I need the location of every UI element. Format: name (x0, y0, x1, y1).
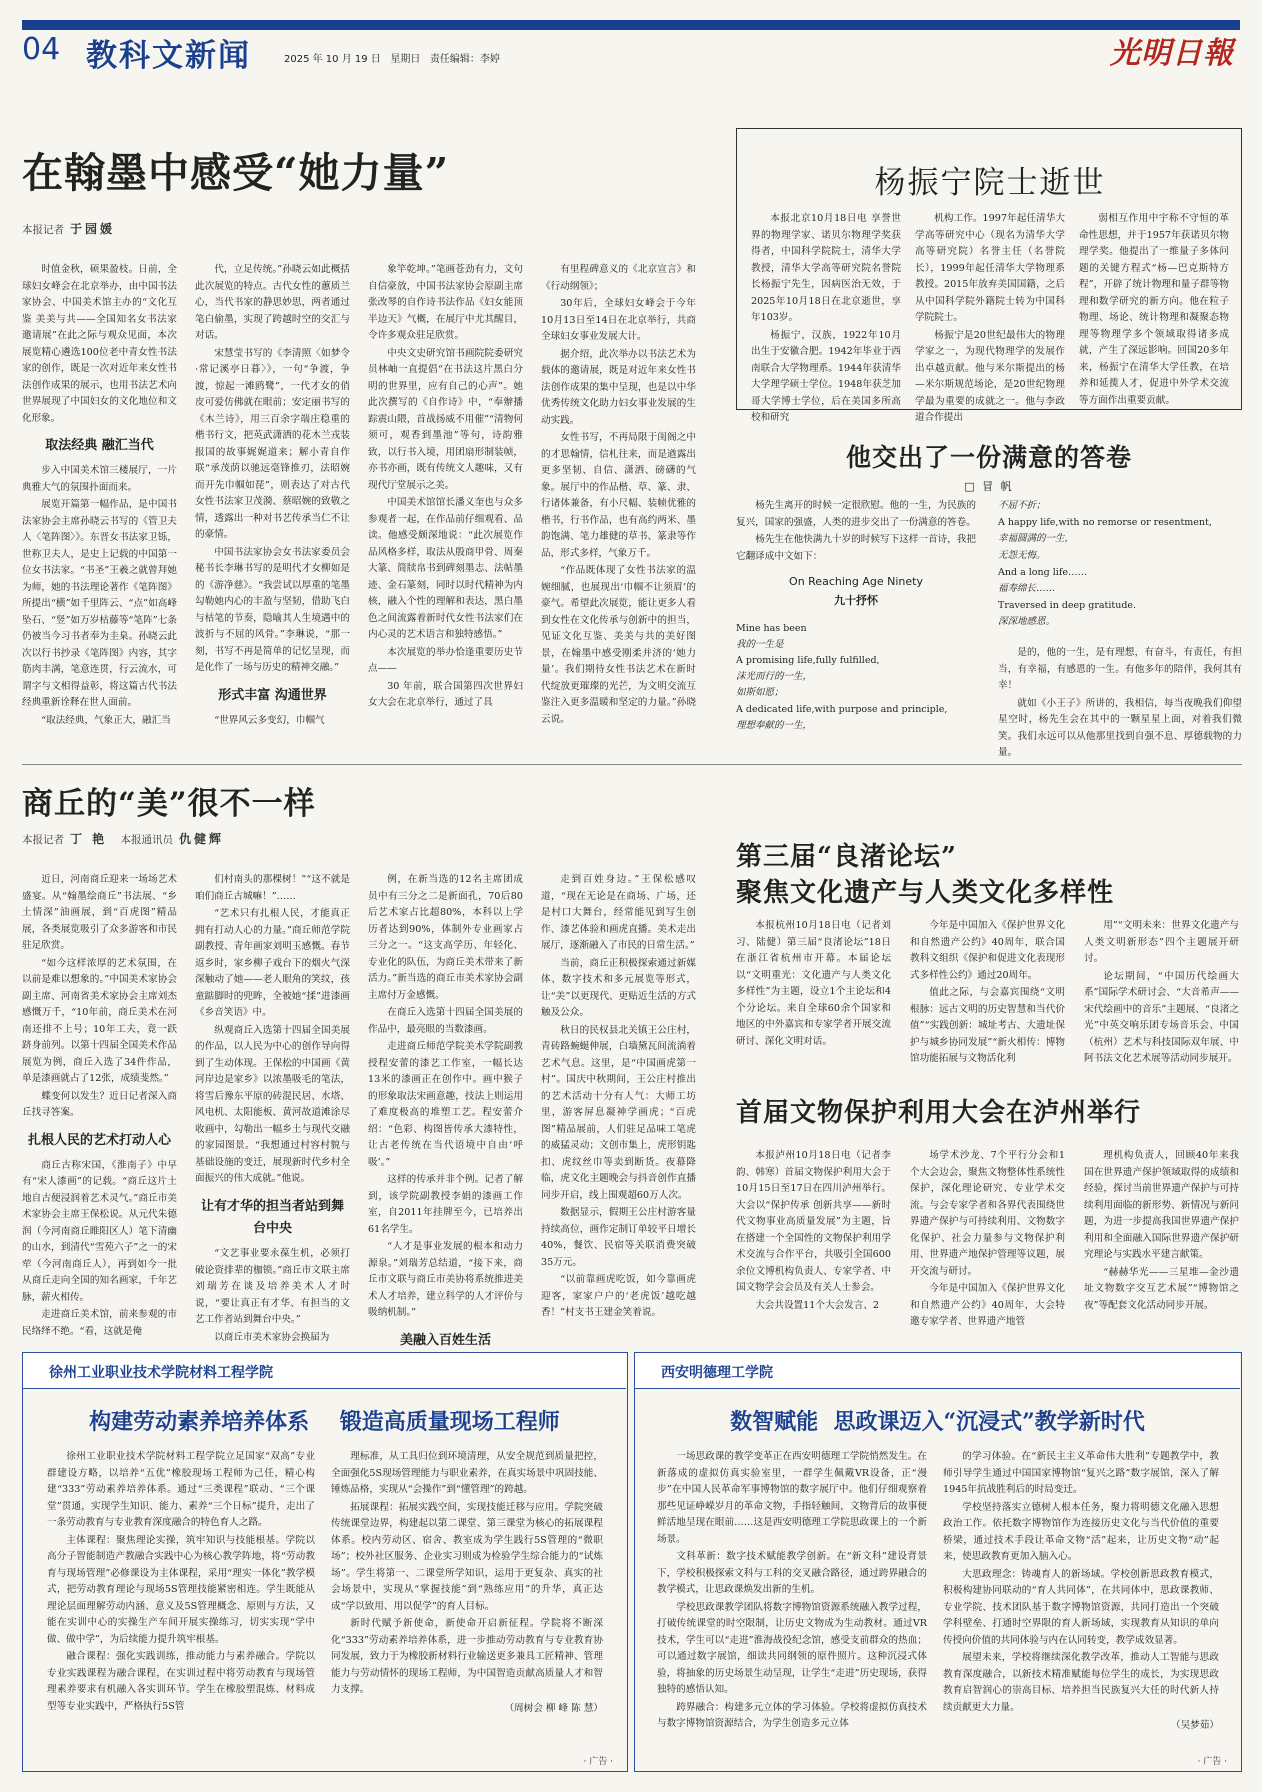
paragraph: 例，在新当选的12名主席团成员中有三分之二是新面孔，70后80后艺术家占比超80%，本科以上学历者达到90%，体制外专业画家占三分之一。“这支高学历、年轻化、专业化的队伍，为商丘美术带来了新活力。”新当选的商丘市美术家协会副主席付万金感慨。 (368, 874, 523, 1001)
paragraph: 跨界融合：构建多元立体的学习体验。学校将虚拟仿真技术与数字博物馆资源结合，为学生创造多元立体 (657, 1701, 927, 1729)
poem-title-en: On Reaching Age Ninety (789, 575, 923, 588)
paragraph: 展览开篇第一幅作品，是中国书法家协会主席孙晓云书写的《管卫夫人〈笔阵图〉》。东晋女书法家卫铄，世称卫夫人，是史上记载的中国第一位女书法家。“书圣”王羲之就曾拜她为师，她的书法理论著作《笔阵图》所提出“横”如千里阵云、“点”如高峰坠石、“竖”如万岁枯藤等“笔阵”七条仍被当今习书者奉为圭臬。孙晓云此次以行书抄录《笔阵图》内容，其字筋肉丰满，笔意连贯，行云流水，可谓字与文相得益彰，将这篇古代书法经典重新诠释在世人面前。 (22, 499, 177, 709)
headline: 他交出了一份满意的答卷 (845, 443, 1132, 472)
paragraph: 在商丘入选第十四届全国美展的作品中，最亮眼的当数漆画。 (368, 1007, 523, 1035)
author: □ 冒 帆 (964, 480, 1014, 493)
paragraph: 理机构负责人，回顾40年来我国在世界遗产保护领域取得的成绩和经验，探讨当前世界遗产保护与可持续利用面临的新形势、新情况与新问题，为进一步提高我国世界遗产保护利用和全面融入国际世界遗产保护研究理论与实践水平建言献策。 (1084, 1150, 1239, 1260)
byline-label: 本报记者 (22, 834, 64, 846)
byline (22, 220, 115, 237)
advert-title: 数智赋能 思政课迈入“沉浸式”教学新时代 (730, 1409, 1145, 1435)
advert-xuzhou (22, 1352, 628, 1772)
poem-line: 不屈不折； (998, 500, 1046, 511)
text-column (541, 262, 696, 725)
text-column (1079, 211, 1229, 406)
text-column (736, 1148, 891, 1328)
poem-line: Traversed in deep gratitude. (998, 599, 1137, 611)
paragraph: 主体课程：聚焦理论实操，筑牢知识与技能根基。学院以高分子智能制造产教融合实践中心为核心教学阵地，将“劳动教育与现场管理”必修课设为主体课程，采用“理实一体化”教学模式，把劳动教育理论与现场5S管理技能紧密相连。学生既能从理论层面理解劳动内涵、意义及5S管理概念、原则与方法，又能在实训中心的实操生产车间开展实操练习，切实实现“学中做、做中学”，为后续能力提升筑牢根基。 (47, 1534, 315, 1645)
paragraph: 这样的传承并非个例。记者了解到，该学院副教授李娟的漆画工作室，自2011年挂牌至今，已培养出61名学生。 (368, 1174, 523, 1235)
text-column (195, 872, 350, 1343)
paragraph: 论坛期间，“中国历代绘画大系”国际学术研讨会、“大音希声——宋代绘画中的音乐”主题展、“良渚之光”中英交响乐团专场音乐会、中国（杭州）艺术与科技国际双年展、中阿书法文化艺术展等活动同步展开。 (1084, 970, 1239, 1064)
paragraph: 们村南头的那棵树！”“这不就是咱们商丘古城嘛！”…… (195, 874, 350, 902)
article-women-calligraphy (22, 118, 722, 726)
paragraph: 弱相互作用中宇称不守恒的革命性思想，并于1957年获诺贝尔物理学奖。他提出了一维量子多体问题的关键方程式“杨—巴克斯特方程”，开辟了统计物理和量子群等物理和数学研究的新方向。他在粒子物理、场论、统计物理和凝聚态物理等物理学多个领域取得诸多成就，产生了深远影响。回国20多年来，杨振宁在清华大学任教，在培养和延揽人才，促进中外学术交流等方面作出重要贡献。 (1079, 213, 1229, 406)
paragraph: “文艺事业要永葆生机，必须打破论资排辈的枷锁。”商丘市文联主席刘瑞芳在谈及培养美术人才时说，“要让真正有才华、有担当的文艺工作者站到舞台中央。” (195, 1248, 350, 1326)
paragraph: 理标准，从工具归位到环境清理，从安全规范到质量把控，全面强化5S现场管理能力与职业素养，在真实场景中巩固技能、锤炼品格，实现从“会操作”到“懂管理”的跨越。 (331, 1451, 603, 1495)
byline (22, 830, 224, 847)
headline: 杨振宁院士逝世 (874, 165, 1106, 201)
advert-title: 构建劳动素养培养体系 锻造高质量现场工程师 (89, 1409, 560, 1435)
headline: 第三届“良渚论坛” (736, 842, 957, 872)
article-luzhou-conference (736, 1060, 1242, 1330)
masthead-logo: 光明日報 (1110, 36, 1234, 71)
poem-line: 无怨无悔。 (998, 549, 1046, 561)
text-column (22, 872, 177, 1337)
paragraph: 蝶变何以发生？近日记者深入商丘找寻答案。 (22, 1090, 177, 1118)
text-column (22, 262, 177, 726)
paragraph: 近日，河南商丘迎来一场场艺术盛宴。从“翰墨绘商丘”书法展、“乡土情深”油画展，到“百虎图”精品展，各类展览吸引了众多游客和市民驻足欣赏。 (22, 874, 177, 951)
subheading: 取法经典 融汇当代 (45, 438, 154, 453)
paragraph: 30年后，全球妇女峰会于今年10月13日至14日在北京举行，共商全球妇女事业发展大计。 (541, 298, 696, 342)
paragraph: 纵观商丘入选第十四届全国美展的作品，以人民为中心的创作导向得到了生动体现。王保松的中国画《黄河岸边是家乡》以浓墨吸毛的笔法，将雪后豫东平原的砖混民居、水塔、风电机、太阳能板、黄河故道滩涂尽收画中，勾勒出一幅乡土与现代交融的家园图景。“我想通过村容村貌与基础设施的变迁，展现新时代乡村全面振兴的伟大成就。”他说。 (195, 1024, 350, 1184)
paragraph: 新时代赋予新使命，新使命开启新征程。学院将不断深化“333”劳动素养培养体系，进一步推动劳动教育与专业教育协同发展，致力于为橡胶新材料行业输送更多兼具工匠精神、管理能力与劳动情怀的现场工程师，为中国智造贡献高质量人才和智力支撑。 (331, 1618, 603, 1695)
paragraph: 女性书写，不再局限于闺阁之中的才思翰情，信札往来，而是遒露出更多坚韧、自信、潇洒、磅礴的气象。展厅中的作品楷、草、篆、隶、行诸体兼备，有小尺幅、装帧优雅的楷书，行书作品，也有高约两米、墨韵饱满、笔力雄健的草书、篆隶等作品，形式多样，气象万千。 (541, 432, 696, 559)
paragraph: 的学习体验。在“新民主主义革命伟大胜利”专题教学中，教师引导学生通过中国国家博物馆“复兴之路”数字展馆，深入了解1945年抗战胜利后的时局变迁。 (943, 1451, 1219, 1495)
text-column (915, 211, 1065, 423)
text-column (541, 872, 696, 1330)
paragraph: 中央文史研究馆书画院院委研究员林岫一直提倡“在书法这片黑白分明的世界里，应有自己的心声”。她此次撰写的《自作诗》中，“奉辦播踪震山隈，首战扬威不用催”“清物何须可，观香到墨池”等句，诗韵雅致，以行书入境，用团扇形制装帧，亦书亦画，既有传统文人趣味，又有现代厅堂展示之美。 (368, 347, 523, 491)
paragraph: 机构工作。1997年起任清华大学高等研究中心（现名为清华大学高等研究院）名誉主任（名誉院长），1999年起任清华大学物理系教授。2015年放弃美国国籍，之后从中国科学院外籍院士转为中国科学院院士。 (915, 213, 1065, 323)
advert-org: 西安明德理工学院 (661, 1365, 773, 1381)
headline: 聚焦文化遗产与人类文化多样性 (736, 878, 1115, 908)
advert-signature: （吴梦茹） (1171, 1720, 1219, 1731)
paragraph: 代，立足传统。”孙晓云如此概括此次展览的特点。古代女性的蕙质兰心，当代书家的静思妙思，两者通过笔白偷墨，实现了跨越时空的交汇与对话。 (195, 264, 350, 341)
text-column (195, 262, 350, 726)
paragraph: 当前，商丘正积极探索通过新媒体、数字技术和多元展览等形式，让“美”以更现代、更贴近生活的方式触及公众。 (541, 957, 696, 1018)
paragraph: 杨振宁，汉族，1922年10月出生于安徽合肥。1942年毕业于西南联合大学物理系。1944年获清华大学理学硕士学位。1948年获芝加哥大学博士学位，后在美国多所高校和研究 (751, 329, 901, 423)
paragraph: 融合课程：强化实践训练，推动能力与素养融合。学院以专业实践课程为融合课程，在实训过程中将劳动教育与现场管理素养要求有机融入各实训环节。学生在橡胶塑混炼、材料成型等专业实践中，严格执行5S管 (47, 1651, 315, 1712)
issue-meta: 2025 年 10 月 19 日 星期日 责任编辑：李婷 (284, 54, 500, 65)
advert-header (23, 1353, 626, 1389)
paragraph: 今年是中国加入《保护世界文化和自然遗产公约》40周年，大会特邀专家学者、世界遗产地管 (910, 1283, 1065, 1327)
paragraph: 就如《小王子》所讲的，我相信，每当夜晚我们仰望星空时，杨先生会在其中的一颗星星上面，对着我们微笑。我们永远可以从他那里找到自强不息、厚德载物的力量。 (998, 697, 1242, 758)
paragraph: 走到百姓身边。”王保松感叹道，“现在无论是在商场、广场，还是村口大舞台，经常能见到写生创作、漆艺体验和画虎直播。美术走出展厅，逐渐融入了市民的日常生活。” (541, 874, 696, 951)
text-column (1084, 918, 1239, 1064)
paragraph: 30 年前，联合国第四次世界妇女大会在北京举行，通过了具 (368, 680, 523, 708)
paragraph: 时值金秋，硕果盈枝。日前，全球妇女峰会在北京举办，由中国书法家协会、中国美术馆主办的“文化互鉴 美美与共——全国知名女书法家邀请展”在此之际与观众见面，本次展览精心遴选100位老中青女性书法家的创作，既是一次对近年来女性书法创作成果的展示，也用书法艺术向世界展现了中国妇女的文化地位和文化形象。 (22, 264, 177, 424)
byline-label: 本报通讯员 (120, 834, 174, 846)
byline-name: 仇健辉 (179, 832, 225, 846)
page-header (0, 0, 1262, 74)
paragraph: “艺术只有扎根人民，才能真正拥有打动人心的力量。”商丘师范学院副教授、青年画家刘明玉感慨。春节返乡时，家乡柳子戏台下的烟火气深深触动了她——老人眼角的笑纹，孩童踮脚时的兜眸，全被她“揉”进漆画《乡音笑语》中。 (195, 908, 350, 1018)
advert-xian-mingde (634, 1352, 1242, 1772)
advert-tag: · 广告 · (583, 1757, 613, 1767)
paragraph: 拓展课程：拓展实践空间，实现技能迁移与应用。学院突破传统课堂边界，构建起以第二课堂、第三课堂为核心的拓展课程体系。校内劳动区、宿舍、教室成为学生践行5S管理的“微职场”；校外社区服务、企业实习则成为检验学生综合能力的“试炼场”。学生将第一、二课堂所学知识，运用于更复杂、真实的社会场景中，实现从“掌握技能”到“熟练应用”的升华，真正达成“学以致用、用以促学”的育人目标。 (331, 1501, 603, 1612)
header-bar (22, 20, 1240, 30)
advert-tag: · 广告 · (1197, 1757, 1227, 1767)
advert-org: 徐州工业职业技术学院材料工程学院 (49, 1365, 273, 1381)
paragraph: 学校思政课教学团队将数字博物馆资源系统融入教学过程，打破传统课堂的时空限制，让历史文物成为生动教材。通过VR技术，学生可以“走进”淮海战役纪念馆，感受支前群众的热血；可以通过数字展馆，细读共同纲领的原件照片。这种沉浸式体验，将抽象的历史场景生动呈现，让学生“走进”历史现场，获得独特的感悟认知。 (657, 1601, 927, 1695)
paragraph: “以前靠画虎吃饭，如今靠画虎迎客，家家户户的‘老虎饭’越吃越香！”村支书王建金笑着说。 (541, 1274, 696, 1318)
poem-line: 沫光而行的一生， (736, 671, 813, 683)
poem-title-zh: 九十抒怀 (834, 593, 878, 607)
paragraph: 值此之际，与会嘉宾围绕“文明根脉：远古文明的历史智慧和当代价值”“实践创新：城址考古、大遗址保护与城乡协同发展”“新火相传：博物馆功能拓展与文物活化利 (910, 987, 1065, 1064)
page-number: 04 (22, 32, 61, 67)
paragraph: 一场思政课的教学变革正在西安明德理工学院悄然发生。在新落成的虚拟仿真实验室里，一群学生佩戴VR设备，正“漫步”在中国人民革命军事博物馆的数字展厅中。他们仔细观察着那些见证峥嵘岁月的革命文物，手指轻触间，文物背后的故事便鲜活地呈现在眼前……这是西安明德理工学院思政课上的一个新场景。 (657, 1451, 927, 1545)
advert-signature: （周树会 柳 峰 陈 慧） (504, 1702, 603, 1714)
paragraph: “世界风云多变幻，巾帼气 (214, 714, 325, 726)
headline: 商丘的“美”很不一样 (22, 786, 316, 822)
poem-line: Mine has been (736, 622, 807, 634)
text-column (47, 1449, 315, 1754)
text-column (751, 211, 901, 423)
paragraph: 有里程碑意义的《北京宣言》和《行动纲领》； (541, 264, 696, 292)
paragraph: 用”“文明未来：世界文化遗产与人类文明新形态”四个主题展开研讨。 (1084, 920, 1239, 964)
paragraph: 走进商丘美术馆，前来参观的市民络绎不绝。“看，这就是俺 (22, 1309, 177, 1337)
poem-line: 如斯如愿； (736, 687, 784, 699)
subheading: 让有才华的担当者站到舞台中央 (200, 1198, 344, 1236)
paragraph: 学校坚持落实立德树人根本任务，聚力将明德文化融入思想政治工作。依托数字博物馆作为连接历史文化与当代价值的重要桥梁，通过技术手段让革命文物“活”起来，让历史文物“动”起来，使思政教育更加入脑入心。 (943, 1501, 1219, 1562)
paragraph: 是的，他的一生，是有理想，有奋斗，有责任，有担当，有幸福，有感恩的一生。有他多年的陪伴，我何其有幸！ (998, 647, 1242, 691)
poem-line: A promising life,fully fulfilled, (736, 655, 880, 667)
poem-line: 深深地感恩。 (998, 616, 1056, 628)
paragraph: 场学术沙龙、7个平行分会和1个大会边会，聚焦文物整体性系统性保护，深化理论研究、专业学术交流。与会专家学者和各界代表围绕世界遗产保护与可持续利用、文物数字化保护、社会力量参与文物保护利用、世界遗产地保护管理等议题，展开交流与研讨。 (910, 1150, 1065, 1277)
poem-line: A happy life,with no remorse or resentment, (998, 516, 1212, 528)
article-liangzhu-forum (736, 812, 1242, 1064)
paragraph: “如今这样浓厚的艺术氛围，在以前是难以想象的。”中国美术家协会副主席、河南省美术家协会主席刘杰感慨万千，“10年前，商丘美术在河南还排不上号；10年工夫，竟一跃跻身前列。以第十四届全国美术作品展览为例，商丘入选了34件作品，单是漆画就占了12张，成绩斐然。” (22, 957, 177, 1084)
subheading: 形式丰富 沟通世界 (218, 687, 327, 703)
text-column (736, 498, 976, 738)
text-column (1084, 1148, 1239, 1328)
paragraph: 文科革新：数字技术赋能教学创新。在“新文科”建设背景下，学校积极探索文科与工科的交叉融合路径，通过跨界融合的教学模式，让思政课焕发出新的生机。 (657, 1551, 927, 1595)
paragraph: 商丘古称宋国，《淮南子》中早有“宋人漆画”的记载。“商丘这片土地自古便浸润着艺术灵气。”商丘市美术家协会主席王保松说。从元代朱德润（今河南商丘睢阳区人）笔下清幽的山水，到清代“雪苑六子”之一的宋荦（今河南商丘人），再到如今一批从商丘走向全国的知名画家，千年艺脉，薪火相传。 (22, 1159, 177, 1303)
paragraph: 步入中国美术馆三楼展厅，一片典雅大气的氛围扑面而来。 (22, 465, 177, 493)
subheading: 扎根人民的艺术打动人心 (27, 1132, 171, 1148)
paragraph: 据介绍，此次举办以书法艺术为载体的邀请展，既是对近年来女性书法创作成果的集中呈现，也是以中华优秀传统文化助力妇女事业发展的生动实践。 (541, 348, 696, 426)
text-column (368, 872, 523, 1348)
paragraph: 大会共设置11个大会发言、2 (755, 1299, 880, 1311)
divider (22, 764, 1242, 765)
text-column (331, 1449, 603, 1754)
text-column (943, 1449, 1219, 1754)
text-column (736, 918, 891, 1048)
article-satisfactory-answer (736, 420, 1242, 758)
article-yang-obituary (736, 128, 1242, 423)
poem-line: 福寿绵长…… (998, 583, 1056, 595)
paragraph: 本次展览的举办恰逢重要历史节点—— (368, 646, 523, 674)
text-column (910, 918, 1065, 1064)
poem-line: 我的一生是 (736, 638, 784, 650)
paragraph: 展望未来，学校将继续深化教学改革，推动人工智能与思政教育深度融合，以新技术精准赋能每位学生的成长，为实现思政教育启智润心的崇高目标、培养担当民族复兴大任的时代新人持续贡献更大力量。 (943, 1652, 1219, 1713)
text-column (368, 262, 523, 708)
paragraph: 走进商丘师范学院美术学院副教授程安蕾的漆艺工作室，一幅长达13米的漆画正在创作中。画中猴子的形象取法宋画意趣，技法上则运用了难度极高的堆塑工艺。程安蕾介绍：“色彩、构图皆传承大漆特性，让古老传统在当代语境中自由‘呼吸’。” (368, 1041, 523, 1168)
paragraph: 中国书法家协会女书法家委员会秘书长李琳书写的是明代才女柳如是的《游净慈》。“我尝试以厚重的笔墨勾勒她内心的丰盈与坚韧，借助飞白与枯笔的节奏，隐喻其人生境遇中的波折与不屈的风骨。”李琳说，“那一刻，书写不再是简单的记忆呈现，而是化作了一场与历史的精神交融。” (195, 546, 350, 673)
text-column (910, 1148, 1065, 1328)
paragraph: “取法经典，气象正大，融汇当 (41, 714, 171, 726)
article-shangqiu-beauty (22, 770, 712, 1348)
paragraph: 本报杭州10月18日电（记者刘习、陆健）第三届“良渚论坛”18日在浙江省杭州市开幕。本届论坛以“文明重光：文化遗产与人类文化多样性”为主题，设立1个主论坛和4个分论坛。来自全球60余个国家和地区的中外嘉宾和专家学者开展交流研讨、深化文明对话。 (736, 920, 891, 1047)
paragraph: 数据显示，假期王公庄村游客量持续高位，画作定制订单较平日增长40%，餐饮、民宿等关联消费突破35万元。 (541, 1207, 696, 1268)
paragraph: 本报泸州10月18日电（记者李韵、韩寒）首届文物保护利用大会于10月15日至17日在四川泸州举行。大会以“保护传承 创新共享——新时代文物事业高质量发展”为主题，旨在搭建一个全国性的文物保护利用学术交流与合作平台，共吸引全国600余位文博机构负责人、专家学者、中国文物学会会员及有关人士参会。 (736, 1150, 891, 1293)
paragraph: “人才是事业发展的根本和动力源泉。”刘瑞芳总结道，“接下来，商丘市文联与商丘市美协将系统推进美术人才培养，建立科学的人才评价与吸纳机制。” (368, 1241, 523, 1318)
section-name: 教科文新闻 (86, 38, 251, 74)
paragraph: “赫赫华光——三星堆—金沙遗址文物数字交互艺术展”“博物馆之夜”等配套文化活动同步开展。 (1084, 1266, 1239, 1311)
byline-name: 于园媛 (70, 222, 116, 236)
paragraph: 杨振宁是20世纪最伟大的物理学家之一，为现代物理学的发展作出卓越贡献。他与米尔斯提出的杨—米尔斯规范场论，是20世纪物理学最为重要的成就之一。他与李政道合作提出 (915, 329, 1065, 423)
paragraph: 徐州工业职业技术学院材料工程学院立足国家“双高”专业群建设方略，以培养“五优”橡胶现场工程师为己任，精心构建“333”劳动素养培养体系。通过“三类课程”联动、“三个课堂”贯通，实现学生知识、能力、素养“三个日标”提升，走出了一条劳动教育与专业教育深度融合的特色育人之路。 (47, 1451, 315, 1528)
poem-line: 幸福圆满的一生， (998, 533, 1075, 545)
paragraph: 象竿乾坤。”笔画苍劲有力，文句自信豪放，中国书法家协会原副主席张改琴的自作诗书法作品《妇女能顶半边天》气概，在展厅中尤其醒目，令许多观众驻足欣赏。 (368, 264, 523, 341)
byline-name: 丁 艳 (70, 832, 108, 846)
paragraph: 秋日的民权县北关镇王公庄村，青砖路蜿蜒伸展，白墙黛瓦间流淌着艺术气息。这里，是“中国画虎第一村”。国庆中秋期间，王公庄村推出的艺术活动十分有人气：大师工坊里，游客屏息凝神学画虎；“百虎图”精品展前，人们驻足品味工笔虎的威猛灵动；文创市集上，虎形钥匙扣、虎纹丝巾等卖到断货。夜幕降临，虎文化主题晚会与抖音创作直播同步开启，线上围观超60万人次。 (541, 1024, 696, 1201)
paragraph: 杨先生离开的时候一定很欣慰。他的一生，为民族的复兴，国家的强盛，人类的进步交出了一份满意的答卷。 (736, 500, 976, 528)
advert-header (635, 1353, 1240, 1389)
headline: 首届文物保护利用大会在泸州举行 (736, 1098, 1142, 1128)
byline-label: 本报记者 (22, 224, 64, 236)
poem-line: And a long life…… (998, 566, 1087, 578)
poem-line: 理想奉献的一生， (736, 719, 813, 731)
paragraph: 中国美术馆馆长潘义奎也与众多参观者一起，在作品前仔细观看、品读。他感受颇深地说：“此次展览作品风格多样，取法从殷商甲骨、周秦大篆、简牍帛书到碑刻墨志、法帖墨迹、金石篆刻，同时以时代精神为内核，融入个性的理解和表达，黑白墨色之间流露着新时代女性书法家们在内心灵的艺术语言和独特感悟。” (368, 497, 523, 640)
paragraph: 宋慧莹书写的《李清照〈如梦令·常记溪亭日暮〉》，一句“争渡，争渡，惊起一滩鸥鹭”，一代才女的俏皮可爱仿佛就在眼前；安定丽书写的《木兰诗》，用三百余字端庄稳重的楷书行文，把英武潇洒的花木兰戎装报国的故事娓娓道来；解小青自作联“承茂荫以驰远毫锋推刃，法昭婉而开先巾帼如琵”，则表达了对古代女性书法家卫茂漪、蔡昭婉的致敬之情，透露出一种对书艺传承当仁不让的豪情。 (195, 347, 350, 540)
paragraph: 本报北京10月18日电 享誉世界的物理学家、诺贝尔物理学奖获得者，中国科学院院士，清华大学教授，清华大学高等研究院名誉院长杨振宁先生，因病医治无效，于2025年10月18日在北京逝世，享年103岁。 (751, 213, 901, 323)
paragraph: 今年是中国加入《保护世界文化和自然遗产公约》40周年，联合国教科文组织《保护和促进文化表现形式多样性公约》通过20周年。 (910, 920, 1065, 981)
paragraph: “作品既体现了女性书法家的温婉细腻，也展现出‘巾帼不让须眉’的豪气。希望此次展览，能让更多人看到女性在文化传承与创新中的担当，见证文化互鉴、美美与共的美好图景，在翰墨中感受刚柔并济的‘她力量’。我们期待女性书法艺术在新时代绽放更璀璨的光芒，为文明交流互鉴注入更多温暖和坚定的力量。”孙晓云说。 (541, 565, 696, 725)
text-column (998, 498, 1242, 758)
text-column (657, 1449, 927, 1754)
paragraph: 大思政理念：铸魂育人的新场域。学校创新思政教育模式，积极构建协同联动的“育人共同体”，在共同体中，思政课教师、专业学院、技术团队基于数字博物馆资源，共同打造出一个突破学科壁垒、打通时空界限的育人新场域，实现教育从知识的单向传授向价值的共同体验与内在认同转变，教学成效显著。 (943, 1568, 1219, 1646)
poem-line: A dedicated life,with purpose and principle, (736, 703, 948, 715)
headline: 在翰墨中感受“她力量” (22, 149, 450, 197)
paragraph: 杨先生在他快满九十岁的时候写下这样一首诗，我把它翻译成中文如下： (736, 534, 976, 562)
paragraph: 以商丘市美术家协会换届为 (214, 1331, 330, 1343)
subheading: 美融入百姓生活 (399, 1332, 491, 1348)
